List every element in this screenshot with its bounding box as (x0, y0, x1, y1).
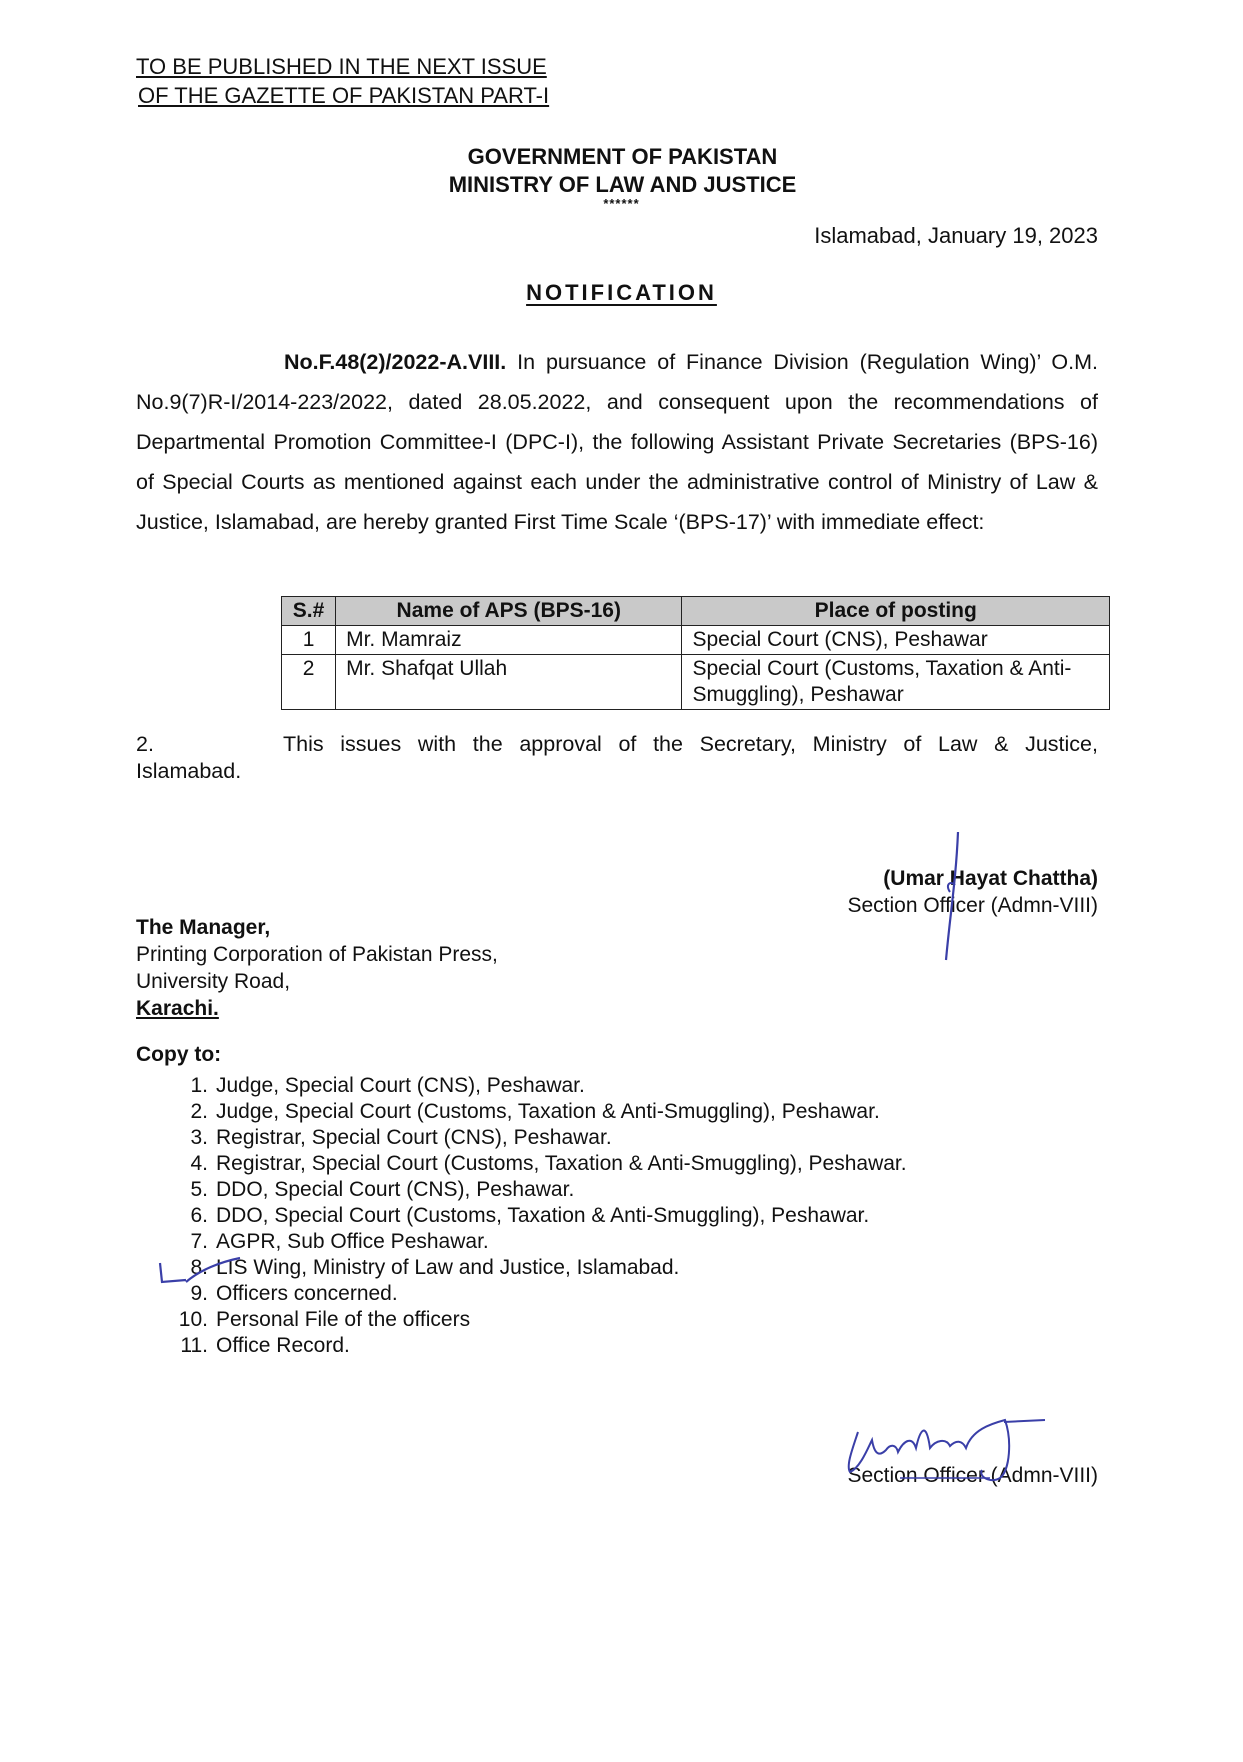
list-number: 5. (190, 1178, 208, 1201)
list-number: 4. (190, 1152, 208, 1175)
list-text: DDO, Special Court (Customs, Taxation & Anti-Smuggling), Peshawar. (216, 1204, 870, 1227)
list-text: Registrar, Special Court (Customs, Taxation & Anti-Smuggling), Peshawar. (216, 1152, 907, 1175)
stars-divider: ****** (603, 196, 640, 211)
list-text: Office Record. (216, 1334, 350, 1357)
list-text: Officers concerned. (216, 1282, 398, 1305)
addressee-title: The Manager, (136, 916, 271, 939)
signature-mark (849, 1420, 1045, 1480)
paragraph-text: In pursuance of Finance Division (Regulation Wing)’ O.M. No.9(7)R-I/2014-223/2022, dated 28.05.2022, and consequent upon the recommendations of Departmental Promotion Committee-I (DPC-I), the following Assistant Private Secretaries (BPS-16) of Special Courts as mentioned against each under the administrative control of Ministry of Law & Justice, Islamabad, are hereby granted First Time Scale ‘(BPS-17)’ with immediate effect: (136, 350, 1098, 534)
row-name: Mr. Shafqat Ullah (336, 655, 682, 710)
addressee-city: Karachi. (136, 997, 219, 1020)
ministry-name: MINISTRY OF LAW AND JUSTICE (448, 172, 797, 197)
government-name: GOVERNMENT OF PAKISTAN (467, 144, 778, 169)
list-text: Judge, Special Court (Customs, Taxation & Anti-Smuggling), Peshawar. (216, 1100, 880, 1123)
list-text: DDO, Special Court (CNS), Peshawar. (216, 1178, 575, 1201)
paragraph-2-line-2: Islamabad. (136, 759, 242, 783)
list-number: 6. (190, 1204, 208, 1227)
row-serial: 1 (282, 626, 336, 655)
row-serial: 2 (282, 655, 336, 710)
copy-to-heading: Copy to: (136, 1043, 222, 1066)
list-text: Personal File of the officers (216, 1308, 471, 1331)
list-number: 11. (180, 1334, 208, 1357)
list-number: 10. (178, 1308, 208, 1331)
list-text: LIS Wing, Ministry of Law and Justice, Islamabad. (216, 1256, 680, 1279)
paragraph-2-number: 2. (136, 732, 154, 756)
list-number: 3. (190, 1126, 208, 1149)
row-name: Mr. Mamraiz (336, 626, 682, 655)
gazette-line-2: OF THE GAZETTE OF PAKISTAN PART-I (138, 83, 550, 108)
list-number: 1. (190, 1074, 208, 1097)
column-header-place: Place of posting (682, 597, 1110, 626)
row-place: Special Court (Customs, Taxation & Anti-Smuggling), Peshawar (682, 655, 1110, 710)
paragraph-2-line-1: This issues with the approval of the Secretary, Ministry of Law & Justice, (283, 732, 1098, 756)
list-text: AGPR, Sub Office Peshawar. (216, 1230, 489, 1253)
footer-designation: Section Officer (Admn-VIII) (847, 1464, 1098, 1487)
dateline: Islamabad, January 19, 2023 (814, 223, 1098, 248)
initial-stroke-mark (946, 832, 958, 960)
signatory-name: (Umar Hayat Chattha) (883, 867, 1098, 890)
tick-mark (160, 1258, 240, 1282)
signatory-designation: Section Officer (Admn-VIII) (847, 894, 1098, 917)
addressee-line-2: University Road, (136, 970, 291, 993)
list-text: Judge, Special Court (CNS), Peshawar. (216, 1074, 585, 1097)
row-place: Special Court (CNS), Peshawar (682, 626, 1110, 655)
list-number: 9. (190, 1282, 208, 1305)
notification-title-text: NOTIFICATION (526, 280, 717, 305)
column-header-serial: S.# (282, 597, 336, 626)
gazette-line-1: TO BE PUBLISHED IN THE NEXT ISSUE (136, 54, 547, 79)
list-number: 2. (190, 1100, 208, 1123)
list-number: 7. (190, 1230, 208, 1253)
column-header-name: Name of APS (BPS-16) (336, 597, 682, 626)
list-number: 8. (190, 1256, 208, 1279)
list-text: Registrar, Special Court (CNS), Peshawar. (216, 1126, 612, 1149)
reference-number: No.F.48(2)/2022-A.VIII. (284, 350, 507, 374)
addressee-line-1: Printing Corporation of Pakistan Press, (136, 943, 498, 966)
